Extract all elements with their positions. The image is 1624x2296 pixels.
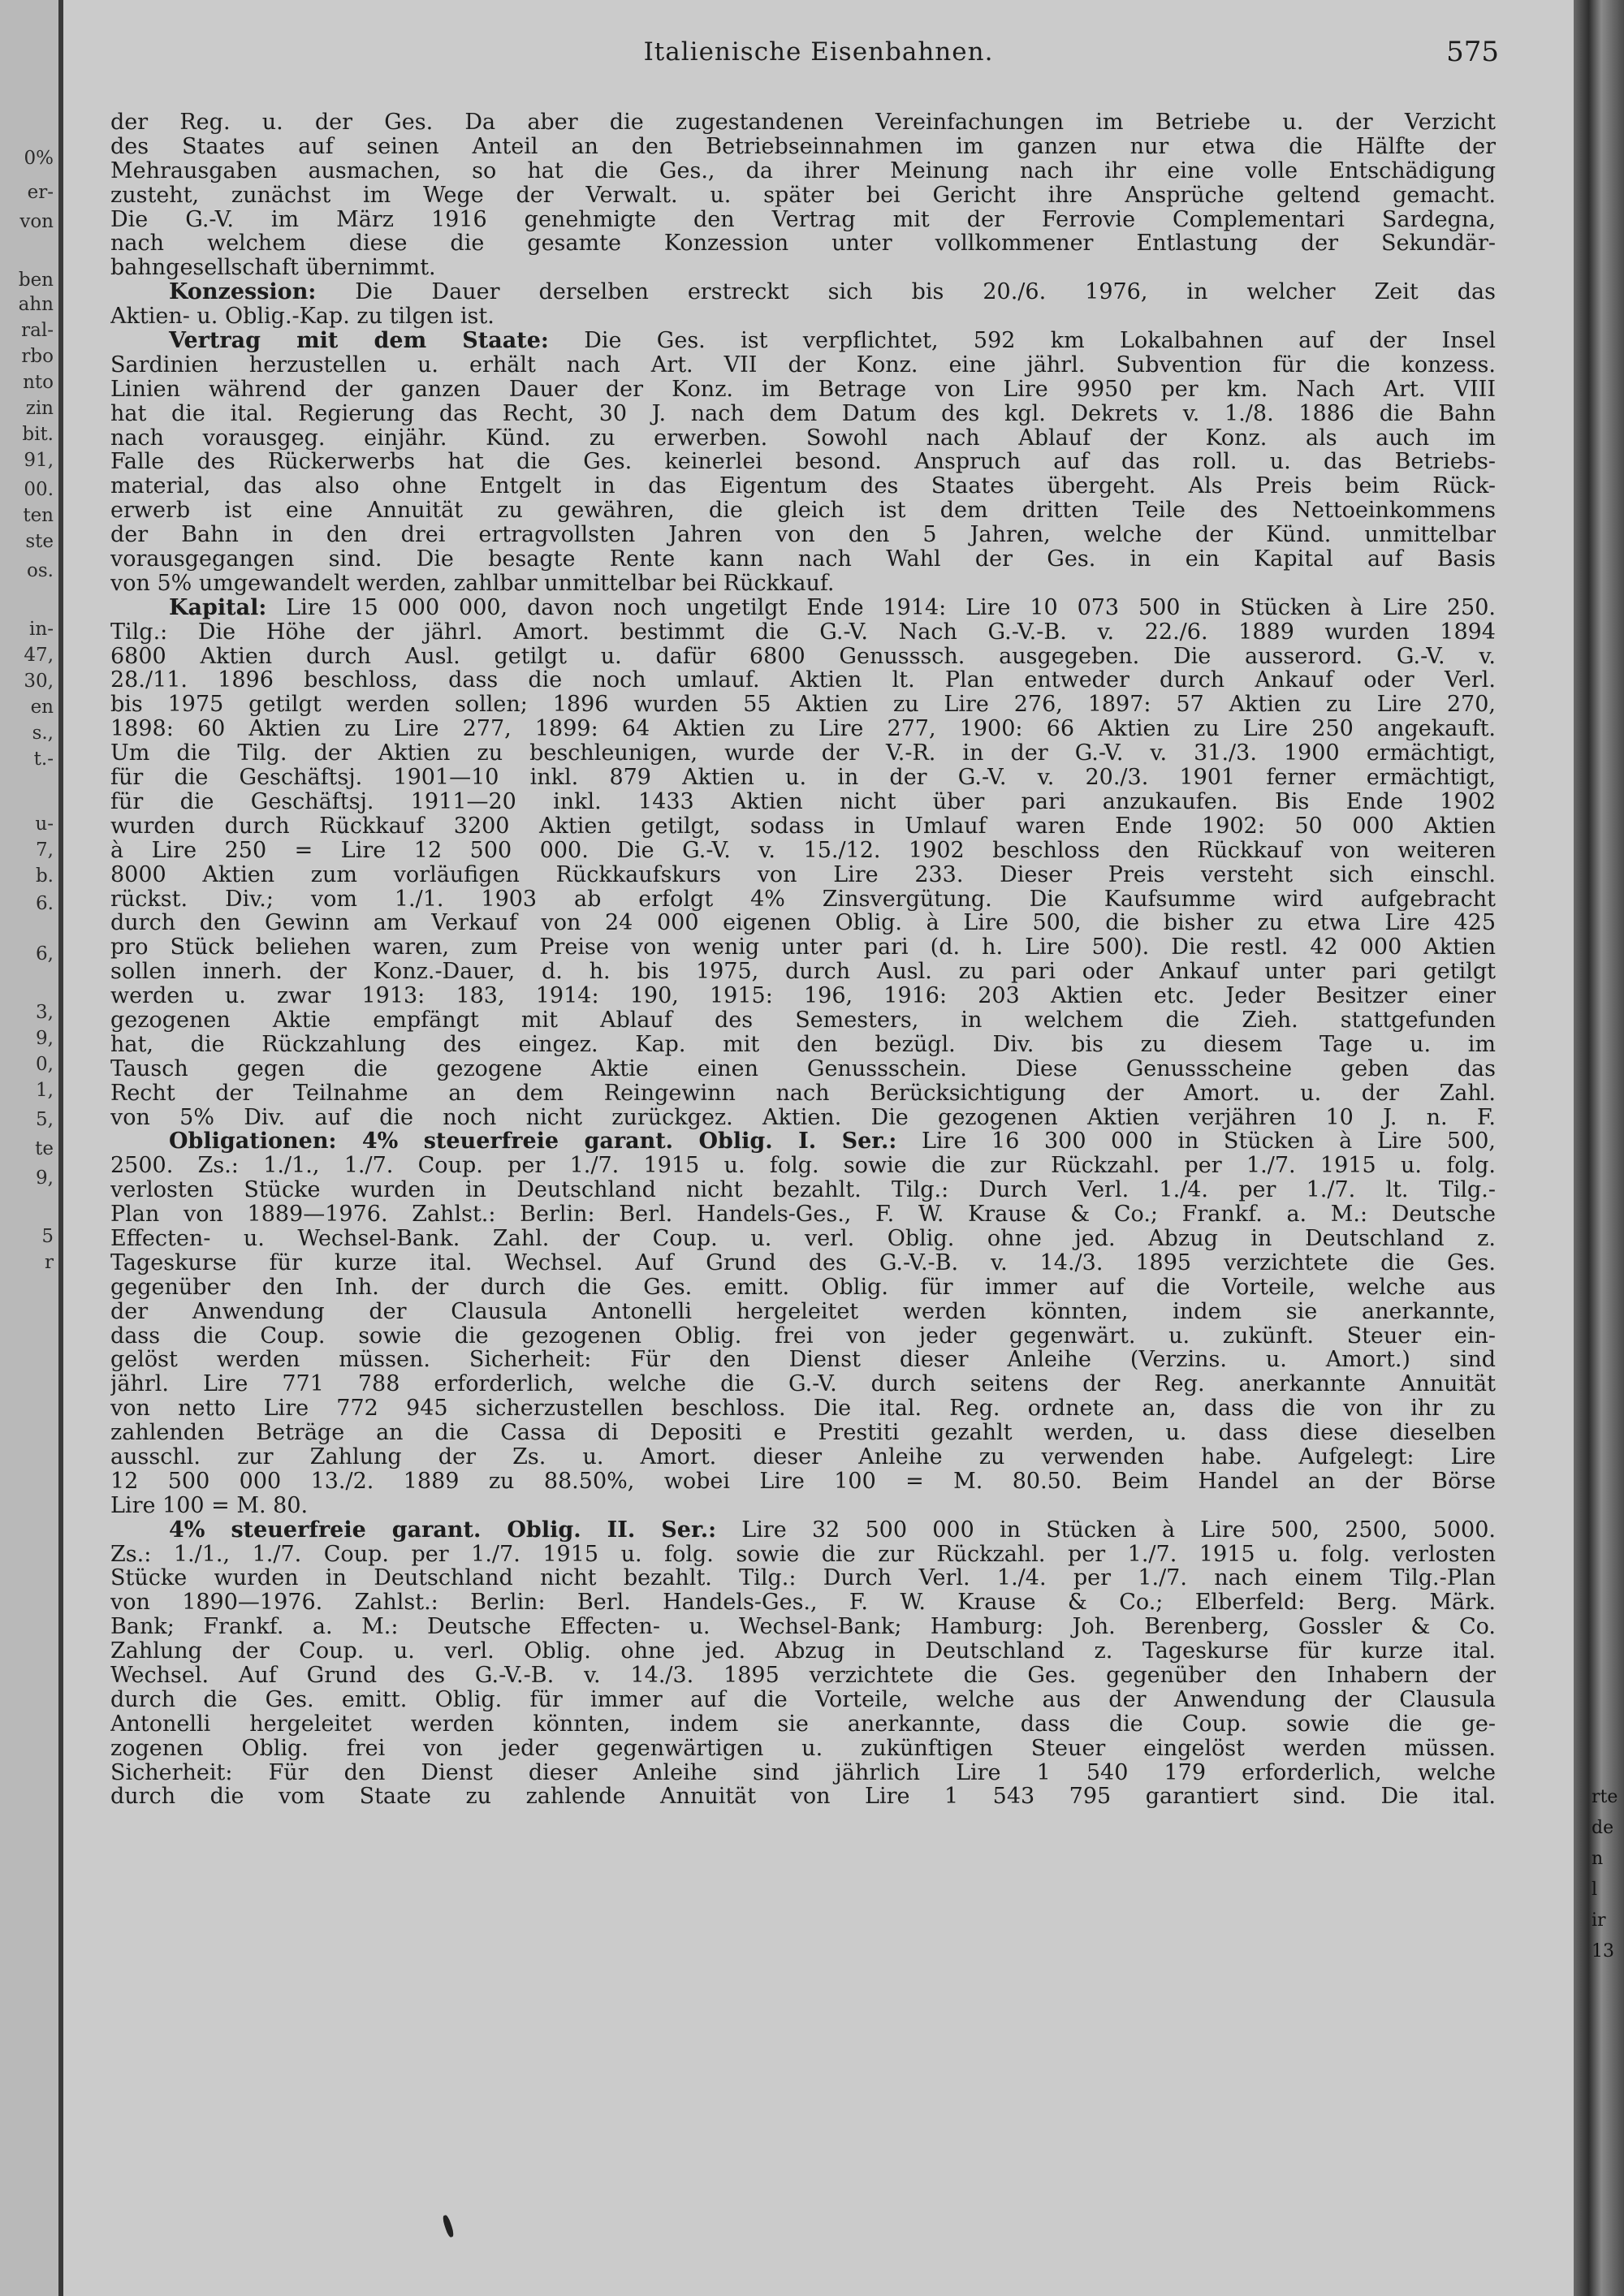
text-line: Wechsel. Auf Grund des G.-V.-B. v. 14./3. 1895 verzichtete die Ges. gegenüber den Inhabern der [110, 1664, 1496, 1688]
margin-fragment: b. [35, 865, 54, 887]
text-line: vorausgegangen sind. Die besagte Rente kann nach Wahl der Ges. in ein Kapital auf Basis [110, 547, 1496, 572]
text-line: dass die Coup. sowie die gezogenen Oblig. frei von jeder gegenwärt. u. zukünft. Steuer ein- [110, 1323, 1496, 1349]
text-line: Plan von 1889—1976. Zahlst.: Berlin: Berl. Handels-Ges., F. W. Krause & Co.; Frankf. a. M.: Deutsche [110, 1202, 1496, 1227]
text-run: Lire 15 000 000, davon noch ungetilgt Ende 1914: Lire 10 073 500 in Stücken à Lire 250. [286, 595, 1496, 620]
text-line: 6800 Aktien durch Ausl. getilgt u. dafür 6800 Genusssch. ausgegeben. Die ausserord. G.-V. v. [110, 644, 1496, 669]
margin-fragment: ten [23, 505, 54, 526]
vertrag-line [110, 329, 1496, 353]
text-line: für die Geschäftsj. 1901—10 inkl. 879 Aktien u. in der G.-V. v. 20./3. 1901 ferner ermächtigt, [110, 766, 1496, 790]
margin-fragment: 9, [36, 1167, 54, 1189]
text-line: à Lire 250 = Lire 12 500 000. Die G.-V. v. 15./12. 1902 beschloss den Rückkauf von weiteren [110, 838, 1496, 863]
text-line: 2500. Zs.: 1./1., 1./7. Coup. per 1./7. 1915 u. folg. sowie die zur Rückzahl. per 1./7. 1915 u. folg. [110, 1154, 1496, 1179]
margin-fragment: 1, [36, 1080, 54, 1101]
text-line: Tageskurse für kurze ital. Wechsel. Auf Grund des G.-V.-B. v. 14./3. 1895 verzichtete die Ges. [110, 1250, 1496, 1275]
margin-fragment: u- [35, 814, 54, 835]
obligationen-line [110, 1129, 1496, 1154]
margin-fragment: 5, [36, 1109, 54, 1130]
konzession-line [110, 280, 1496, 304]
text-line: von 5% Div. auf die noch nicht zurückgez. Aktien. Die gezogenen Aktien verjähren 10 J. n. F. [110, 1105, 1496, 1130]
text-line: Aktien- u. Oblig.-Kap. zu tilgen ist. [110, 304, 495, 330]
text-line: zahlenden Beträge an die Cassa di Depositi e Prestiti gezahlt werden, u. dass diese dieselben [110, 1421, 1496, 1445]
margin-fragment: ben [18, 270, 54, 291]
margin-fragment: er- [27, 182, 54, 203]
text-line: Tilg.: Die Höhe der jährl. Amort. bestimmt die G.-V. Nach G.-V.-B. v. 22./6. 1889 wurden 1894 [110, 619, 1496, 645]
running-header: Italienische Eisenbahnen. [643, 37, 994, 67]
text-line: für die Geschäftsj. 1911—20 inkl. 1433 Aktien nicht über pari anzukaufen. Bis Ende 1902 [110, 789, 1496, 814]
text-line: Linien während der ganzen Dauer der Konz. im Betrage von Lire 9950 per km. Nach Art. VIII [110, 377, 1496, 402]
text-line: durch die vom Staate zu zahlende Annuität von Lire 1 543 795 garantiert sind. Die ital. [110, 1785, 1496, 1810]
margin-fragment: ahn [18, 294, 54, 315]
section-heading-ser2: 4% steuerfreie garant. Oblig. II. Ser.: [169, 1517, 717, 1543]
text-line: von 5% umgewandelt werden, zahlbar unmittelbar bei Rückkauf. [110, 571, 835, 596]
text-line: sollen innerh. der Konz.-Dauer, d. h. bis 1975, durch Ausl. zu pari oder Ankauf unter pari getilgt [110, 960, 1496, 985]
margin-fragment: ste [25, 531, 54, 552]
text-line: pro Stück beliehen waren, zum Preise von wenig unter pari (d. h. Lire 500). Die restl. 42 000 Aktien [110, 935, 1496, 960]
adjacent-page-fragment [0, 0, 63, 2296]
margin-fragment: 3, [36, 1002, 54, 1023]
text-line: gegenüber den Inh. der durch die Ges. emitt. Oblig. für immer auf die Vorteile, welche aus [110, 1275, 1496, 1300]
section-heading-vertrag: Vertrag mit dem Staate: [169, 329, 549, 353]
margin-fragment: 6, [36, 943, 54, 965]
text-line: Falle des Rückerwerbs hat die Ges. keinerlei besond. Anspruch auf das roll. u. das Betriebs- [110, 450, 1496, 475]
text-line: Stücke wurden in Deutschland nicht bezahlt. Tilg.: Durch Verl. 1./4. per 1./7. nach einem Tilg.-Plan [110, 1566, 1496, 1591]
margin-fragment: bit. [22, 424, 54, 445]
text-line: Zahlung der Coup. u. verl. Oblig. ohne jed. Abzug in Deutschland z. Tageskurse für kurze ital. [110, 1639, 1496, 1664]
text-line: hat, die Rückzahlung des eingez. Kap. mit den bezügl. Div. bis zu diesem Tage u. im [110, 1032, 1496, 1057]
page-edge-fragment [1574, 0, 1624, 2296]
text-line: nach vorausgeg. einjähr. Künd. zu erwerben. Sowohl nach Ablauf der Konz. als auch im [110, 425, 1496, 451]
edge-fragment: l [1592, 1880, 1598, 1900]
text-line: Recht der Teilnahme an dem Reingewinn nach Berücksichtigung der Amort. u. der Zahl. [110, 1081, 1496, 1106]
margin-fragment: rbo [21, 346, 54, 367]
margin-fragment: 30, [24, 671, 54, 692]
text-line: der Bahn in den drei ertragvollsten Jahren von den 5 Jahren, welche der Künd. unmittelbar [110, 523, 1496, 548]
text-line: 28./11. 1896 beschloss, dass die noch umlauf. Aktien lt. Plan entweder durch Ankauf oder Verl. [110, 668, 1496, 693]
text-run: Die Dauer derselben erstreckt sich bis 20./6. 1976, in welcher Zeit das [355, 280, 1496, 305]
edge-fragment: 13 [1592, 1941, 1614, 1962]
text-line: der Anwendung der Clausula Antonelli hergeleitet werden könnten, indem sie anerkannte, [110, 1299, 1496, 1324]
text-line: rückst. Div.; vom 1./1. 1903 ab erfolgt 4% Zinsvergütung. Die Kaufsumme wird aufgebracht [110, 887, 1496, 912]
text-line: wurden durch Rückkauf 3200 Aktien getilgt, sodass in Umlauf waren Ende 1902: 50 000 Aktien [110, 814, 1496, 839]
text-line: ausschl. zur Zahlung der Zs. u. Amort. dieser Anleihe zu verwenden habe. Aufgelegt: Lire [110, 1444, 1496, 1470]
margin-fragment: 5 [41, 1226, 54, 1247]
margin-fragment: 0, [36, 1054, 54, 1075]
text-line: des Staates auf seinen Anteil an den Betriebseinnahmen im ganzen nur etwa die Hälfte der [110, 134, 1496, 159]
text-line: Bank; Frankf. a. M.: Deutsche Effecten- u. Wechsel-Bank; Hamburg: Joh. Berenberg, Gossler & Co. [110, 1615, 1496, 1640]
text-line: 1898: 60 Aktien zu Lire 277, 1899: 64 Aktien zu Lire 277, 1900: 66 Aktien zu Lire 250 angekauft. [110, 717, 1496, 742]
margin-fragment: 91, [24, 450, 54, 471]
edge-fragment: n [1592, 1849, 1604, 1869]
text-line: der Reg. u. der Ges. Da aber die zugestandenen Vereinfachungen im Betriebe u. der Verzicht [110, 110, 1496, 135]
text-line: durch die Ges. emitt. Oblig. für immer auf die Vorteile, welche aus der Anwendung der Clausula [110, 1687, 1496, 1712]
text-line: gelöst werden müssen. Sicherheit: Für den Dienst dieser Anleihe (Verzins. u. Amort.) sind [110, 1348, 1496, 1373]
body-text [110, 110, 1496, 1809]
kapital-line [110, 596, 1496, 620]
margin-fragment: os. [27, 560, 54, 581]
section-heading-konzession: Konzession: [169, 280, 317, 305]
ser2-line [110, 1518, 1496, 1543]
margin-fragment: te [35, 1138, 54, 1159]
text-line: bahngesellschaft übernimmt. [110, 256, 436, 281]
text-line: werden u. zwar 1913: 183, 1914: 190, 1915: 196, 1916: 203 Aktien etc. Jeder Besitzer einer [110, 984, 1496, 1008]
margin-fragment: 00. [24, 479, 54, 500]
margin-fragment: nto [23, 372, 54, 393]
text-line: zogenen Oblig. frei von jeder gegenwärtigen u. zukünftigen Steuer eingelöst werden müssen. [110, 1736, 1496, 1761]
text-line: Tausch gegen die gezogene Aktie einen Genussschein. Diese Genussscheine geben das [110, 1056, 1496, 1081]
margin-fragment: t.- [33, 749, 54, 770]
text-line: hat die ital. Regierung das Recht, 30 J. nach dem Datum des kgl. Dekrets v. 1./8. 1886 die Bahn [110, 401, 1496, 426]
text-line: Mehrausgaben ausmachen, so hat die Ges., da ihrer Meinung nach ihr eine volle Entschädigung [110, 158, 1496, 183]
text-line: nach welchem diese die gesamte Konzession unter vollkommener Entlastung der Sekundär- [110, 231, 1496, 257]
edge-fragment: de [1592, 1818, 1614, 1838]
margin-fragment: 7, [36, 839, 54, 861]
margin-fragment: 0% [24, 148, 54, 169]
text-line: Sardinien herzustellen u. erhält nach Art. VII der Konz. eine jährl. Subvention für die konzess. [110, 352, 1496, 378]
edge-fragment: rte [1592, 1787, 1618, 1807]
text-run: Lire 32 500 000 in Stücken à Lire 500, 2500, 5000. [741, 1517, 1496, 1543]
text-line: Die G.-V. im März 1916 genehmigte den Vertrag mit der Ferrovie Complementari Sardegna, [110, 207, 1496, 232]
page-number: 575 [1446, 36, 1499, 68]
margin-fragment: zin [25, 398, 54, 419]
text-line: von 1890—1976. Zahlst.: Berlin: Berl. Handels-Ges., F. W. Krause & Co.; Elberfeld: Berg. Märk. [110, 1590, 1496, 1616]
text-line: bis 1975 getilgt werden sollen; 1896 wurden 55 Aktien zu Lire 276, 1897: 57 Aktien zu Lire 270, [110, 693, 1496, 718]
ink-smudge [442, 2214, 455, 2238]
text-line: von netto Lire 772 945 sicherzustellen beschloss. Die ital. Reg. ordnete an, dass die von ihr zu [110, 1396, 1496, 1422]
text-line: durch den Gewinn am Verkauf von 24 000 eigenen Oblig. à Lire 500, die bisher zu etwa Lire 425 [110, 911, 1496, 936]
text-line: material, das also ohne Entgelt in das Eigentum des Staates übergeht. Als Preis beim Rück- [110, 474, 1496, 499]
text-line: Effecten- u. Wechsel-Bank. Zahl. der Coup. u. verl. Oblig. ohne jed. Abzug in Deutschland z. [110, 1226, 1496, 1251]
margin-fragment: en [30, 697, 54, 718]
text-line: Zs.: 1./1., 1./7. Coup. per 1./7. 1915 u. folg. sowie die zur Rückzahl. per 1./7. 1915 u. folg. verlosten [110, 1542, 1496, 1567]
text-line: Um die Tilg. der Aktien zu beschleunigen, wurde der V.-R. in der G.-V. v. 31./3. 1900 ermächtigt, [110, 741, 1496, 766]
text-line: Antonelli hergeleitet werden könnten, indem sie anerkannte, dass die Coup. sowie die ge- [110, 1711, 1496, 1737]
margin-fragment: s., [32, 723, 54, 744]
margin-fragment: von [19, 211, 54, 232]
text-line: Sicherheit: Für den Dienst dieser Anleihe sind jährlich Lire 1 540 179 erforderlich, welche [110, 1760, 1496, 1785]
text-line: 8000 Aktien zum vorläufigen Rückkaufskurs von Lire 233. Dieser Preis versteht sich einschl. [110, 862, 1496, 887]
text-line: verlosten Stücke wurden in Deutschland nicht bezahlt. Tilg.: Durch Verl. 1./4. per 1./7. lt. Tilg.- [110, 1178, 1496, 1203]
text-line: jährl. Lire 771 788 erforderlich, welche die G.-V. durch seitens der Reg. anerkannte Annuität [110, 1372, 1496, 1397]
section-heading-kapital: Kapital: [169, 595, 267, 620]
edge-fragment: ir [1592, 1910, 1606, 1931]
text-line: Lire 100 = M. 80. [110, 1493, 309, 1518]
margin-fragment: 47, [24, 645, 54, 666]
text-line: gezogenen Aktie empfängt mit Ablauf des Semesters, in welchem die Zieh. stattgefunden [110, 1008, 1496, 1033]
margin-fragment: in- [29, 619, 54, 640]
text-line: zusteht, zunächst im Wege der Verwalt. u. später bei Gericht ihre Ansprüche geltend gemacht. [110, 183, 1496, 208]
section-heading-obligationen: Obligationen: 4% steuerfreie garant. Oblig. I. Ser.: [169, 1129, 897, 1154]
text-line: 12 500 000 13./2. 1889 zu 88.50%, wobei Lire 100 = M. 80.50. Beim Handel an der Börse [110, 1469, 1496, 1494]
text-run: Lire 16 300 000 in Stücken à Lire 500, [921, 1129, 1496, 1154]
margin-fragment: 6. [36, 893, 54, 914]
margin-fragment: ral- [21, 320, 54, 341]
text-run: Die Ges. ist verpflichtet, 592 km Lokalbahnen auf der Insel [584, 329, 1496, 353]
book-page [63, 0, 1574, 2296]
margin-fragment: 9, [36, 1028, 54, 1049]
margin-fragment: r [45, 1252, 54, 1273]
text-line: erwerb ist eine Annuität zu gewähren, die gleich ist dem dritten Teile des Nettoeinkommens [110, 498, 1496, 524]
